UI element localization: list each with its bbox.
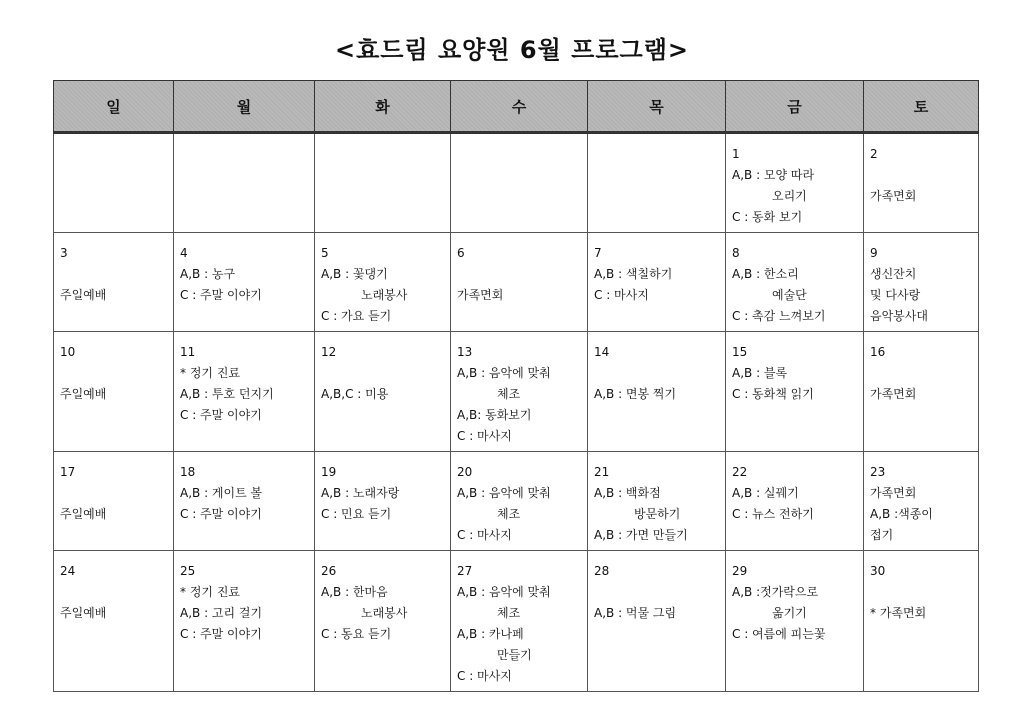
program-line — [594, 363, 719, 384]
day-number: 12 — [321, 345, 337, 359]
weekday-header: 목 — [588, 81, 726, 133]
calendar-table — [53, 80, 979, 692]
day-cell — [588, 551, 726, 692]
day-number: 26 — [321, 564, 337, 578]
program-line: 노래봉사 — [361, 606, 408, 620]
day-number: 25 — [180, 564, 196, 578]
program-line: A,B :젓가락으로 — [732, 585, 819, 599]
weekday-header: 토 — [864, 81, 979, 133]
program-line: * 가족면회 — [870, 606, 927, 620]
program-line: * 정기 진료 — [180, 366, 240, 380]
day-cell — [451, 233, 588, 332]
program-line: 음악봉사대 — [870, 309, 928, 323]
program-line: A,B : 음악에 맞춰 — [457, 585, 551, 599]
program-line: A,B : 먹물 그림 — [594, 606, 677, 620]
program-line: A,B : 투호 던지기 — [180, 387, 274, 401]
program-line: A,B : 한마음 — [321, 585, 388, 599]
program-line: A,B,C : 미용 — [321, 387, 389, 401]
program-line — [457, 264, 581, 285]
program-line: * 정기 진료 — [180, 585, 240, 599]
program-line: 노래봉사 — [361, 288, 408, 302]
program-line: 예술단 — [772, 288, 807, 302]
program-line — [870, 363, 972, 384]
day-number: 15 — [732, 345, 748, 359]
day-cell — [451, 452, 588, 551]
day-number: 18 — [180, 465, 196, 479]
page-title: <효드림 요양원 6월 프로그램> — [334, 36, 689, 64]
week-row — [54, 551, 979, 692]
program-line: A,B : 게이트 볼 — [180, 486, 263, 500]
day-number: 21 — [594, 465, 610, 479]
program-line: C : 동화 보기 — [732, 210, 803, 224]
program-line: A,B : 실꿰기 — [732, 486, 799, 500]
day-cell — [54, 551, 174, 692]
program-line: C : 주말 이야기 — [180, 627, 262, 641]
program-line: 만들기 — [497, 648, 532, 662]
program-line: C : 마사지 — [457, 429, 512, 443]
program-line: C : 마사지 — [457, 528, 512, 542]
day-number: 7 — [594, 246, 602, 260]
program-line: A,B : 가면 만들기 — [594, 528, 688, 542]
program-line: C : 가요 듣기 — [321, 309, 392, 323]
day-number: 29 — [732, 564, 748, 578]
day-cell — [315, 551, 451, 692]
day-cell — [726, 133, 864, 233]
program-line: C : 여름에 피는꽃 — [732, 627, 826, 641]
day-cell — [174, 233, 315, 332]
day-cell — [864, 233, 979, 332]
program-line: A,B : 카나페 — [457, 627, 524, 641]
program-line: A,B : 음악에 맞춰 — [457, 366, 551, 380]
program-line: 방문하기 — [634, 507, 681, 521]
day-number: 14 — [594, 345, 610, 359]
weekday-header: 금 — [726, 81, 864, 133]
program-line: C : 뉴스 전하기 — [732, 507, 814, 521]
week-row — [54, 452, 979, 551]
program-line: A,B : 고리 걸기 — [180, 606, 263, 620]
day-number: 9 — [870, 246, 878, 260]
program-line: C : 동요 듣기 — [321, 627, 392, 641]
program-line — [60, 363, 167, 384]
program-line: A,B : 한소리 — [732, 267, 799, 281]
program-line: A,B : 꽃댕기 — [321, 267, 388, 281]
weekday-header: 수 — [451, 81, 588, 133]
day-cell — [726, 452, 864, 551]
program-line: A,B : 농구 — [180, 267, 236, 281]
day-number: 30 — [870, 564, 886, 578]
program-line — [60, 264, 167, 285]
program-line: A,B : 면봉 찍기 — [594, 387, 677, 401]
day-cell — [864, 332, 979, 452]
day-cell — [315, 332, 451, 452]
program-line: C : 주말 이야기 — [180, 507, 262, 521]
program-line: 오리기 — [772, 189, 807, 203]
program-line: C : 주말 이야기 — [180, 408, 262, 422]
day-cell — [174, 551, 315, 692]
program-line: A,B : 노래자랑 — [321, 486, 400, 500]
day-number: 16 — [870, 345, 886, 359]
program-line: C : 마사지 — [457, 669, 512, 683]
day-number: 27 — [457, 564, 473, 578]
day-cell — [174, 452, 315, 551]
day-cell — [726, 332, 864, 452]
program-line: C : 민요 듣기 — [321, 507, 392, 521]
day-number: 22 — [732, 465, 748, 479]
day-number: 8 — [732, 246, 740, 260]
day-cell — [451, 551, 588, 692]
program-line: 및 다사랑 — [870, 288, 921, 302]
program-line: A,B :색종이 — [870, 507, 933, 521]
week-row — [54, 133, 979, 233]
program-line: A,B : 블록 — [732, 366, 788, 380]
program-line: A,B : 색칠하기 — [594, 267, 673, 281]
program-line: 생신잔치 — [870, 267, 917, 281]
week-row — [54, 332, 979, 452]
day-number: 10 — [60, 345, 76, 359]
day-cell — [588, 452, 726, 551]
day-cell — [588, 233, 726, 332]
day-cell — [588, 133, 726, 233]
program-line — [870, 165, 972, 186]
day-number: 1 — [732, 147, 740, 161]
day-number: 20 — [457, 465, 473, 479]
day-number: 19 — [321, 465, 337, 479]
program-line: 가족면회 — [870, 387, 917, 401]
program-line: 옮기기 — [772, 606, 807, 620]
day-cell — [864, 133, 979, 233]
program-line: C : 동화책 읽기 — [732, 387, 814, 401]
day-cell — [315, 233, 451, 332]
program-line — [870, 582, 972, 603]
program-line: 주일예배 — [60, 387, 107, 401]
day-cell — [726, 233, 864, 332]
program-line: 체조 — [497, 387, 521, 401]
program-line: 주일예배 — [60, 606, 107, 620]
day-number: 13 — [457, 345, 473, 359]
program-line: 체조 — [497, 507, 521, 521]
day-cell — [864, 452, 979, 551]
day-cell — [315, 452, 451, 551]
day-cell — [451, 332, 588, 452]
day-cell — [54, 233, 174, 332]
day-cell — [54, 452, 174, 551]
program-line: A,B: 동화보기 — [457, 408, 532, 422]
day-cell — [54, 332, 174, 452]
weekday-header: 일 — [54, 81, 174, 133]
day-number: 11 — [180, 345, 196, 359]
program-line: A,B : 백화점 — [594, 486, 661, 500]
program-line — [594, 582, 719, 603]
program-line: A,B : 모양 따라 — [732, 168, 815, 182]
day-number: 2 — [870, 147, 878, 161]
weekday-header-row — [54, 81, 979, 133]
program-line: C : 마사지 — [594, 288, 649, 302]
day-cell — [588, 332, 726, 452]
day-number: 28 — [594, 564, 610, 578]
day-cell — [451, 133, 588, 233]
day-number: 24 — [60, 564, 76, 578]
day-cell — [174, 332, 315, 452]
day-number: 23 — [870, 465, 886, 479]
weekday-header: 화 — [315, 81, 451, 133]
day-cell — [174, 133, 315, 233]
program-line: 접기 — [870, 528, 894, 542]
day-cell — [54, 133, 174, 233]
day-cell — [726, 551, 864, 692]
program-line: 가족면회 — [870, 189, 917, 203]
program-line: 체조 — [497, 606, 521, 620]
day-number: 6 — [457, 246, 465, 260]
program-line: 주일예배 — [60, 507, 107, 521]
day-number: 4 — [180, 246, 188, 260]
program-line: 주일예배 — [60, 288, 107, 302]
program-line: 가족면회 — [457, 288, 504, 302]
program-line: C : 촉감 느껴보기 — [732, 309, 826, 323]
program-line — [60, 483, 167, 504]
week-row — [54, 233, 979, 332]
program-line: C : 주말 이야기 — [180, 288, 262, 302]
day-number: 5 — [321, 246, 329, 260]
program-line: A,B : 음악에 맞춰 — [457, 486, 551, 500]
program-line — [321, 363, 444, 384]
day-number: 3 — [60, 246, 68, 260]
program-line: 가족면회 — [870, 486, 917, 500]
program-line — [60, 582, 167, 603]
weekday-header: 월 — [174, 81, 315, 133]
day-cell — [864, 551, 979, 692]
day-number: 17 — [60, 465, 76, 479]
day-cell — [315, 133, 451, 233]
